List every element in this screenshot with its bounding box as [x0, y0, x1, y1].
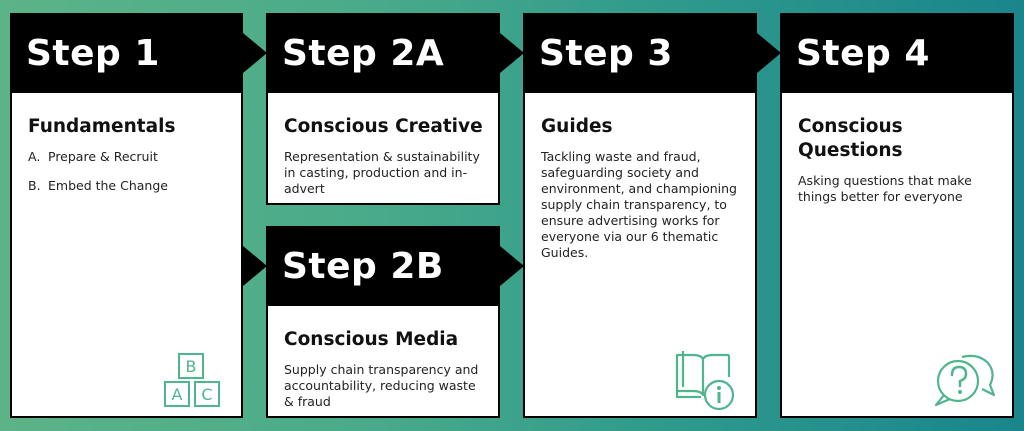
step-2b-description: Supply chain transparency and accountability, reducing waste & fraud: [284, 362, 479, 409]
arrow-connector: [500, 246, 524, 286]
step-1-title: Fundamentals: [28, 116, 176, 137]
step-2b-body: [268, 306, 498, 416]
step-2a-title: Conscious Creative: [284, 116, 483, 137]
step-4-description: Asking questions that make things better for everyone: [798, 173, 972, 204]
step-4-heading: Step 4: [796, 32, 930, 74]
arrow-connector: [243, 246, 267, 286]
step-3-heading: Step 3: [539, 32, 673, 74]
step-4-body: [782, 93, 1012, 416]
arrow-connector: [500, 33, 524, 73]
arrow-connector: [243, 33, 267, 73]
list-item: A. Prepare & Recruit: [28, 149, 158, 164]
step-3-body: [525, 93, 755, 416]
step-1-list: [28, 149, 227, 193]
step-2b-title: Conscious Media: [284, 329, 459, 350]
step-4-title: Conscious Questions: [798, 116, 903, 161]
step-3-title: Guides: [541, 116, 613, 137]
step-1-card: [10, 13, 243, 418]
question-bubbles-icon: [932, 351, 996, 411]
step-1-body: [12, 93, 241, 416]
arrow-connector: [757, 33, 781, 73]
step-2a-body: [268, 93, 498, 203]
block-a-label: A: [171, 385, 183, 404]
step-2a-description: Representation & sustainability in casting, production and in-advert: [284, 149, 480, 196]
step-4-card: [780, 13, 1014, 418]
step-2a-card: [266, 13, 500, 205]
step-3-description: Tackling waste and fraud, safeguarding society and environment, and championing supply chain transparency, to ensure advertising works for everyone via our 6 thematic Guides.: [541, 149, 737, 260]
step-2b-card: [266, 226, 500, 418]
block-b-label: B: [185, 357, 197, 376]
list-item: B. Embed the Change: [28, 178, 168, 193]
book-info-icon: [673, 347, 739, 413]
step-1-heading: Step 1: [26, 32, 160, 74]
abc-blocks-icon: [162, 351, 224, 411]
block-c-label: C: [201, 385, 213, 404]
step-2a-heading: Step 2A: [282, 32, 445, 74]
step-2b-heading: Step 2B: [282, 245, 444, 287]
step-3-card: [523, 13, 757, 418]
